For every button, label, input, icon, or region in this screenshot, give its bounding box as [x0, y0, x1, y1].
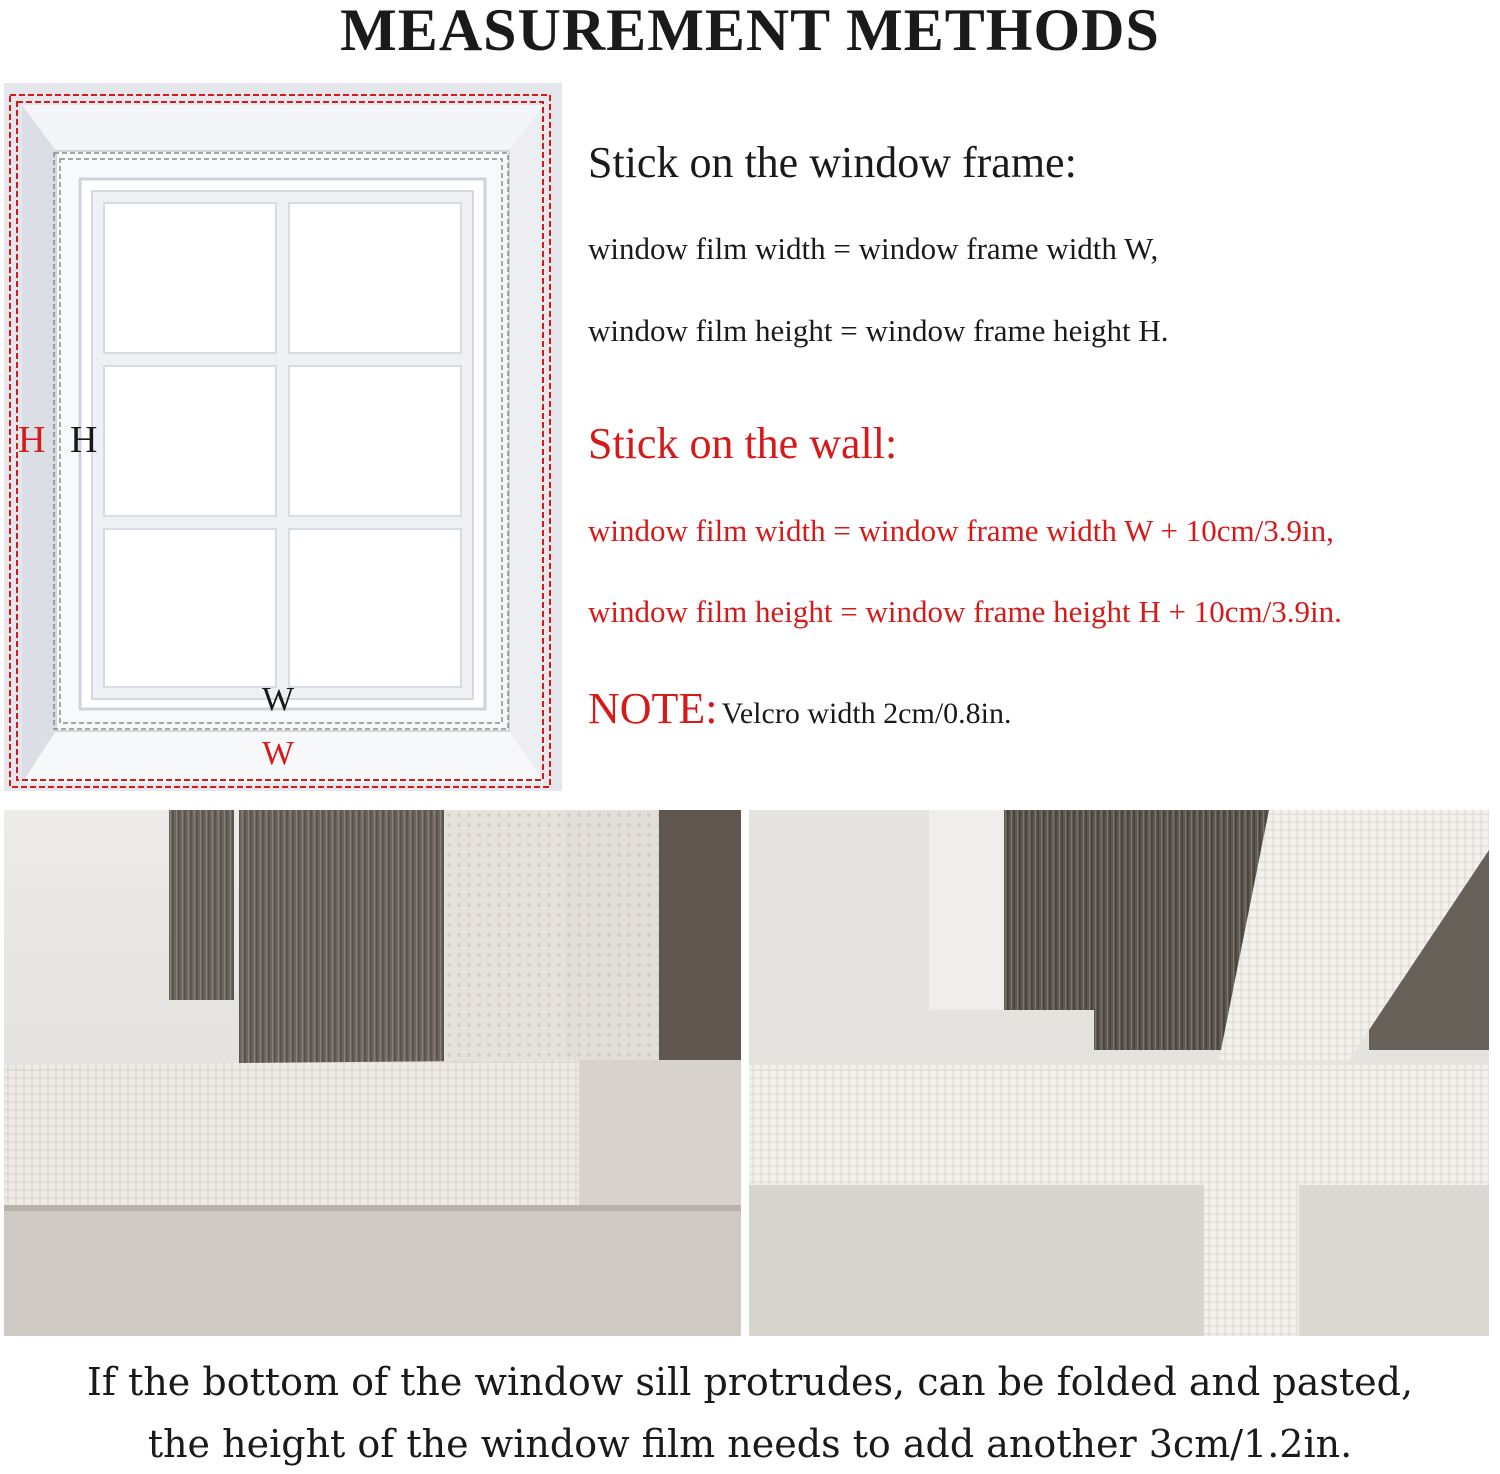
note-label: NOTE:	[588, 684, 718, 733]
page-title: MEASUREMENT METHODS	[340, 0, 1160, 63]
velcro-photo-right-image	[749, 810, 1489, 1336]
velcro-photo-right	[749, 810, 1489, 1336]
caption-line-2: the height of the window film needs to add another 3cm/1.2in.	[147, 1422, 1353, 1466]
frame-method-heading: Stick on the window frame:	[588, 138, 1077, 187]
inner-height-label: H	[70, 419, 98, 461]
wall-height-formula: window film height = window frame height H + 10cm/3.9in.	[588, 594, 1342, 629]
outer-width-label: W	[262, 735, 295, 772]
inner-width-label: W	[262, 681, 295, 718]
velcro-photo-left	[4, 810, 741, 1336]
note-text: Velcro width 2cm/0.8in.	[721, 697, 1012, 730]
window-diagram	[4, 83, 562, 791]
wall-width-formula: window film width = window frame width W + 10cm/3.9in,	[588, 513, 1334, 548]
frame-height-formula: window film height = window frame height H.	[588, 313, 1169, 348]
note	[588, 683, 1011, 734]
velcro-photo-left-image	[4, 810, 741, 1336]
caption-line-1: If the bottom of the window sill protrudes, can be folded and pasted,	[86, 1360, 1414, 1404]
wall-method-heading: Stick on the wall:	[588, 419, 898, 468]
outer-height-label: H	[18, 419, 46, 461]
frame-width-formula: window film width = window frame width W,	[588, 231, 1159, 266]
